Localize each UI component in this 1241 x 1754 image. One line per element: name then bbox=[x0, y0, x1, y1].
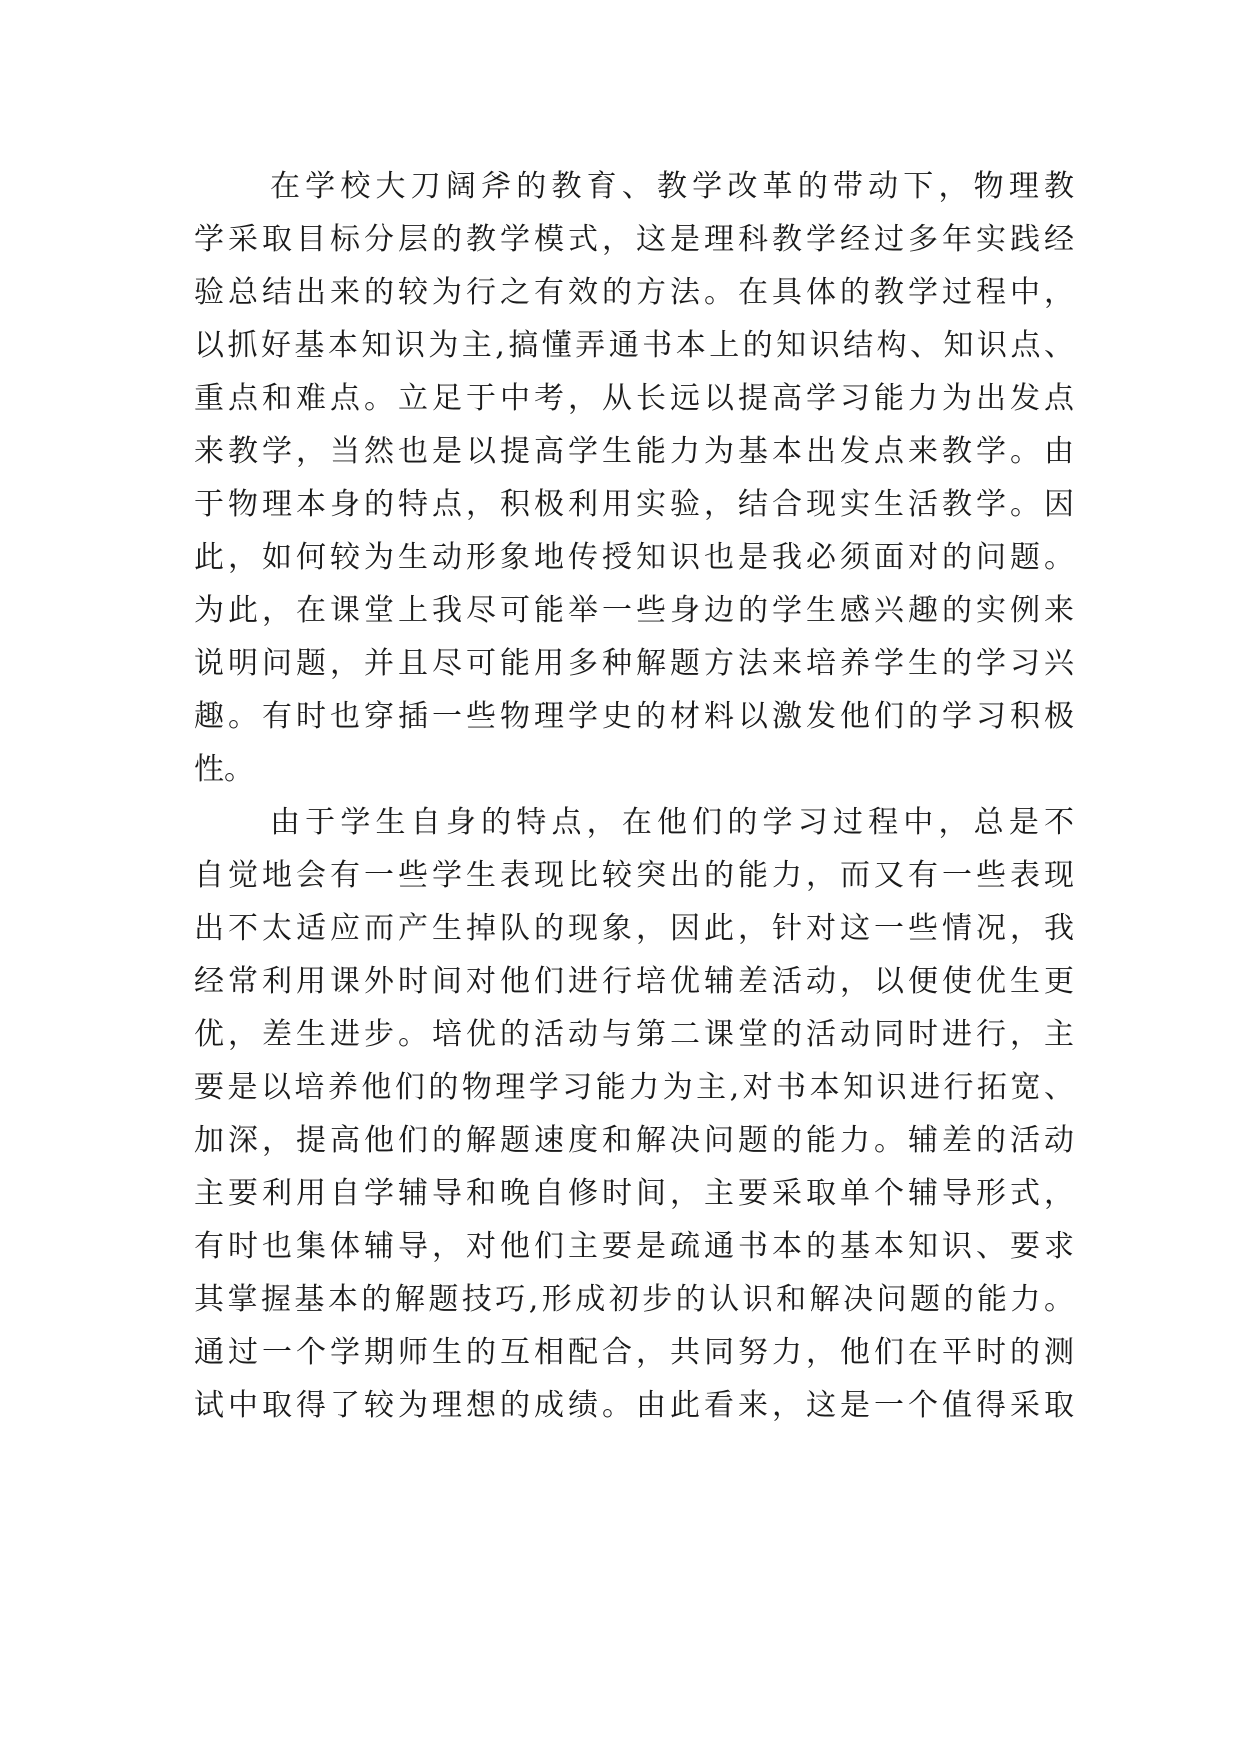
body-text bbox=[194, 160, 1074, 1432]
text-line: 出不太适应而产生掉队的现象，因此，针对这一些情况，我 bbox=[194, 911, 1074, 946]
text-line: 要是以培养他们的物理学习能力为主,对书本知识进行拓宽、 bbox=[194, 1070, 1074, 1105]
paragraph-1 bbox=[194, 160, 1074, 796]
text-line: 此，如何较为生动形象地传授知识也是我必须面对的问题。 bbox=[194, 540, 1074, 575]
text-line: 在学校大刀阔斧的教育、教学改革的带动下，物理教 bbox=[270, 169, 1074, 204]
text-line: 验总结出来的较为行之有效的方法。在具体的教学过程中， bbox=[194, 275, 1074, 310]
text-line: 以抓好基本知识为主,搞懂弄通书本上的知识结构、知识点、 bbox=[194, 328, 1074, 363]
text-line: 趣。有时也穿插一些物理学史的材料以激发他们的学习积极 bbox=[194, 699, 1074, 734]
paragraph-2 bbox=[194, 796, 1074, 1432]
text-line: 说明问题，并且尽可能用多种解题方法来培养学生的学习兴 bbox=[194, 646, 1074, 681]
text-line: 学采取目标分层的教学模式，这是理科教学经过多年实践经 bbox=[194, 222, 1074, 257]
text-line: 主要利用自学辅导和晚自修时间，主要采取单个辅导形式， bbox=[194, 1176, 1074, 1211]
text-line: 重点和难点。立足于中考，从长远以提高学习能力为出发点 bbox=[194, 381, 1074, 416]
text-line: 经常利用课外时间对他们进行培优辅差活动，以便使优生更 bbox=[194, 964, 1074, 999]
text-line: 为此，在课堂上我尽可能举一些身边的学生感兴趣的实例来 bbox=[194, 593, 1074, 628]
text-line: 由于学生自身的特点，在他们的学习过程中，总是不 bbox=[270, 805, 1074, 840]
text-line: 性。 bbox=[194, 752, 254, 787]
text-line: 优，差生进步。培优的活动与第二课堂的活动同时进行，主 bbox=[194, 1017, 1074, 1052]
text-line: 于物理本身的特点，积极利用实验，结合现实生活教学。因 bbox=[194, 487, 1074, 522]
text-line: 加深，提高他们的解题速度和解决问题的能力。辅差的活动 bbox=[194, 1123, 1074, 1158]
text-line: 来教学，当然也是以提高学生能力为基本出发点来教学。由 bbox=[194, 434, 1074, 469]
text-line: 自觉地会有一些学生表现比较突出的能力，而又有一些表现 bbox=[194, 858, 1074, 893]
text-line: 试中取得了较为理想的成绩。由此看来，这是一个值得采取 bbox=[194, 1388, 1074, 1423]
text-line: 通过一个学期师生的互相配合，共同努力，他们在平时的测 bbox=[194, 1335, 1074, 1370]
text-line: 其掌握基本的解题技巧,形成初步的认识和解决问题的能力。 bbox=[194, 1282, 1074, 1317]
text-line: 有时也集体辅导，对他们主要是疏通书本的基本知识、要求 bbox=[194, 1229, 1074, 1264]
